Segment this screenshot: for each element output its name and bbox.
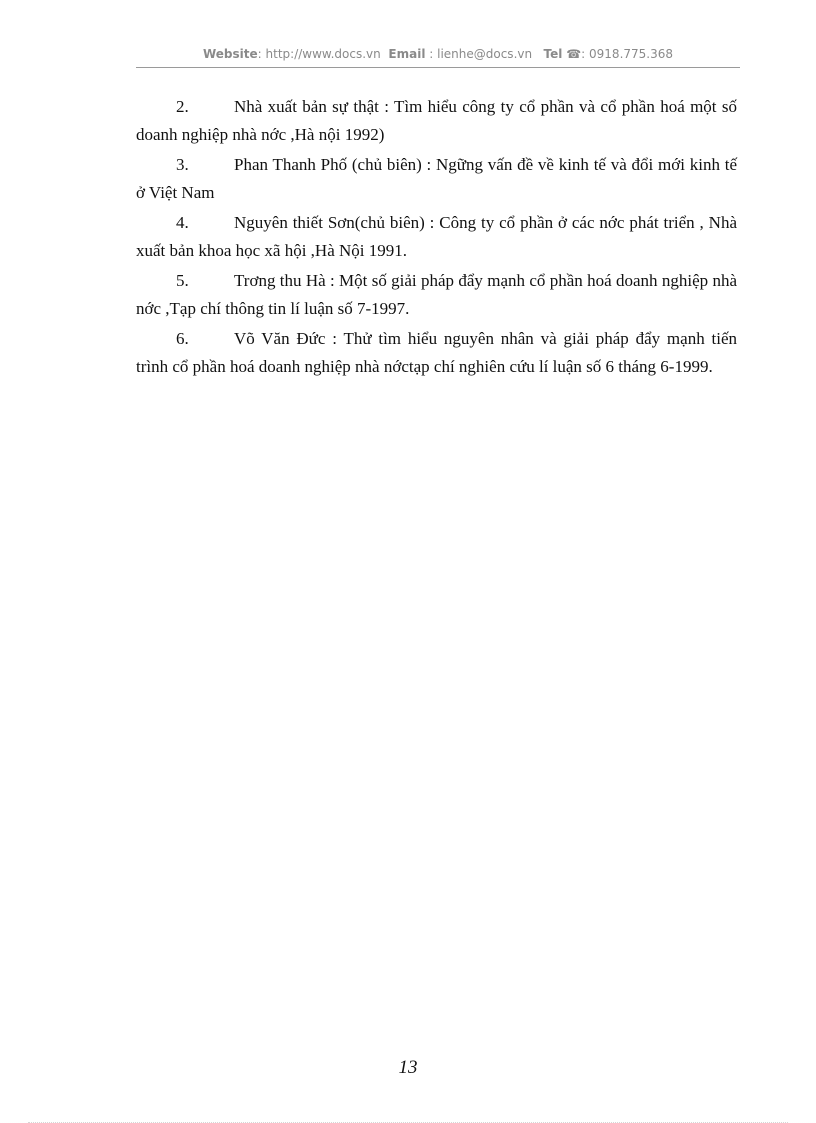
page-number: 13 <box>398 1057 418 1078</box>
reference-number: 5. <box>176 271 189 290</box>
email-value: : lienhe@docs.vn <box>425 47 533 61</box>
tel-value: : 0918.775.368 <box>581 47 674 61</box>
reference-item <box>136 267 737 323</box>
website-value: : http://www.docs.vn <box>257 47 381 61</box>
reference-text: Phan Thanh Phố (chủ biên) : Ngững vấn đề về kinh tế và đổi mới kinh tế ở Việt Nam <box>136 155 737 202</box>
reference-text: Trơng thu Hà : Một số giải pháp đẩy mạnh cổ phần hoá doanh nghiệp nhà nớc ,Tạp chí thông tin lí luận số 7-1997. <box>136 271 737 318</box>
reference-text: Võ Văn Đức : Thử tìm hiểu nguyên nhân và giải pháp đẩy mạnh tiến trình cổ phần hoá doanh nghiệp nhà nớctạp chí nghiên cứu lí luận số 6 tháng 6-1999. <box>136 329 737 376</box>
email-label: Email <box>388 47 426 61</box>
reference-list <box>136 93 737 383</box>
website-label: Website <box>202 47 258 61</box>
reference-number: 6. <box>176 329 189 348</box>
telephone-icon: ☎ <box>566 47 582 61</box>
page-header <box>136 47 740 61</box>
reference-number: 4. <box>176 213 189 232</box>
tel-label: Tel <box>543 47 563 61</box>
reference-item <box>136 151 737 207</box>
reference-number: 3. <box>176 155 189 174</box>
reference-text: Nguyên thiết Sơn(chủ biên) : Công ty cổ phần ở các nớc phát triển , Nhà xuất bản khoa học xã hội ,Hà Nội 1991. <box>136 213 737 260</box>
reference-item <box>136 325 737 381</box>
reference-item <box>136 93 737 149</box>
reference-number: 2. <box>176 97 189 116</box>
header-divider <box>136 67 740 68</box>
reference-text: Nhà xuất bản sự thật : Tìm hiểu công ty cổ phần và cổ phần hoá một số doanh nghiệp nhà nớc ,Hà nội 1992) <box>136 97 737 144</box>
reference-item <box>136 209 737 265</box>
